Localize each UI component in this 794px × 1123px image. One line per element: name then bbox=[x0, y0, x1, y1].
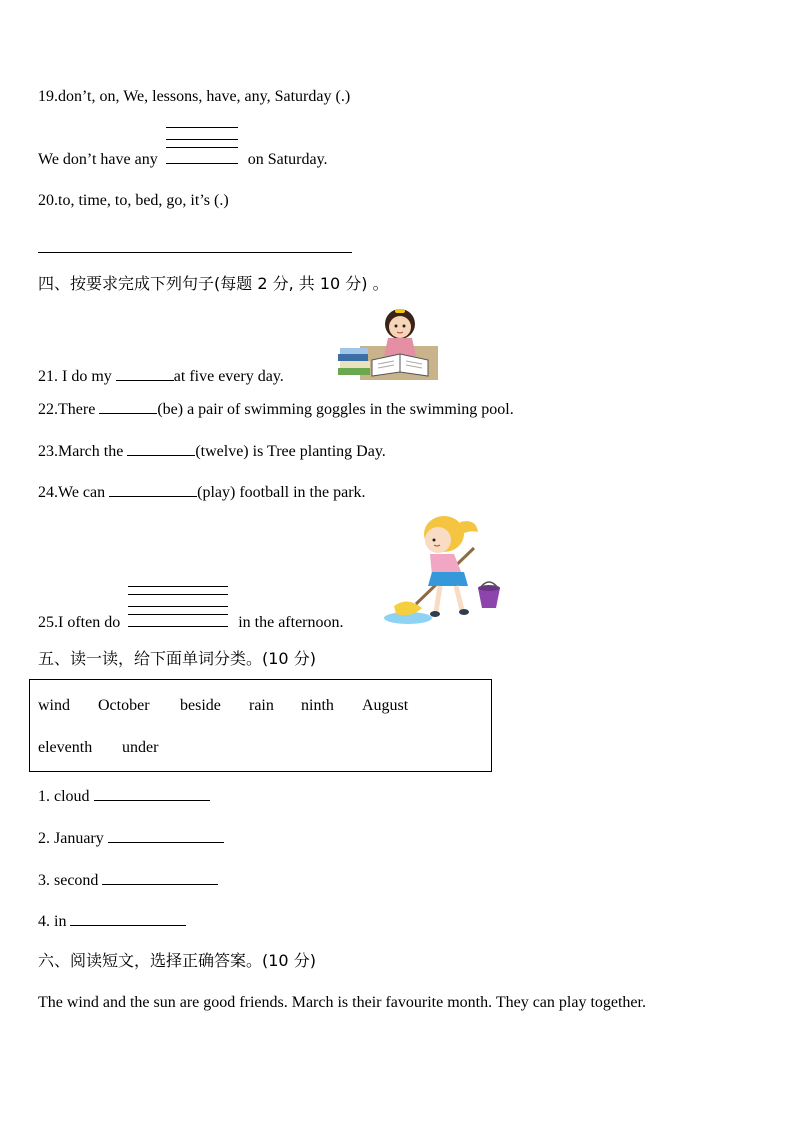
q24-line: 24.We can (play) football in the park. bbox=[38, 484, 366, 501]
q19-answer-line bbox=[38, 150, 328, 170]
word-bank-item: ninth bbox=[301, 697, 334, 714]
q20-answer-blank[interactable] bbox=[38, 252, 352, 253]
section6-heading: 六、阅读短文，选择正确答案。(10 分) bbox=[38, 951, 316, 970]
q24-blank[interactable] bbox=[109, 482, 197, 497]
q22-line: 22.There (be) a pair of swimming goggles in the swimming pool. bbox=[38, 401, 514, 418]
q20-prompt: 20.to, time, to, bed, go, it’s (.) bbox=[38, 192, 229, 209]
q21-line: 21. I do my at five every day. bbox=[38, 368, 284, 385]
classify-blank-3[interactable] bbox=[102, 870, 218, 885]
q23-line: 23.March the (twelve) is Tree planting Day. bbox=[38, 443, 386, 460]
q19-prompt: 19.don’t, on, We, lessons, have, any, Saturday (.) bbox=[38, 88, 351, 105]
q21-blank[interactable] bbox=[116, 366, 174, 381]
q23-blank[interactable] bbox=[127, 441, 195, 456]
reading-passage: The wind and the sun are good friends. March is their favourite month. They can play together. bbox=[38, 994, 646, 1011]
section5-heading: 五、读一读，给下面单词分类。(10 分) bbox=[38, 649, 316, 668]
section4-heading: 四、按要求完成下列句子(每题 2 分, 共 10 分) 。 bbox=[38, 274, 389, 293]
word-bank-box bbox=[29, 679, 492, 772]
q22-blank[interactable] bbox=[99, 399, 157, 414]
classify-blank-4[interactable] bbox=[70, 911, 186, 926]
word-bank-item: October bbox=[98, 697, 150, 714]
classify-blank-2[interactable] bbox=[108, 828, 224, 843]
classify-item-3: 3. second bbox=[38, 870, 218, 891]
word-bank-item: under bbox=[122, 739, 159, 756]
q19-after-text: on Saturday. bbox=[247, 151, 328, 168]
classify-item-2: 2. January bbox=[38, 828, 224, 849]
q19-before-text: We don’t have any bbox=[38, 151, 158, 168]
q25-blank-lines[interactable] bbox=[128, 613, 230, 627]
word-bank-item: August bbox=[362, 697, 409, 714]
q25-line: 25.I often do in the afternoon. bbox=[38, 613, 344, 633]
classify-blank-1[interactable] bbox=[94, 786, 210, 801]
girl-reading-book-icon bbox=[332, 302, 440, 384]
q19-blank-lines[interactable] bbox=[166, 150, 240, 164]
word-bank-item: beside bbox=[180, 697, 221, 714]
classify-item-4: 4. in bbox=[38, 911, 186, 932]
classify-item-1: 1. cloud bbox=[38, 786, 210, 807]
word-bank-item: wind bbox=[38, 697, 70, 714]
girl-mopping-floor-icon bbox=[378, 514, 504, 628]
word-bank-item: rain bbox=[249, 697, 274, 714]
word-bank-item: eleventh bbox=[38, 739, 93, 756]
